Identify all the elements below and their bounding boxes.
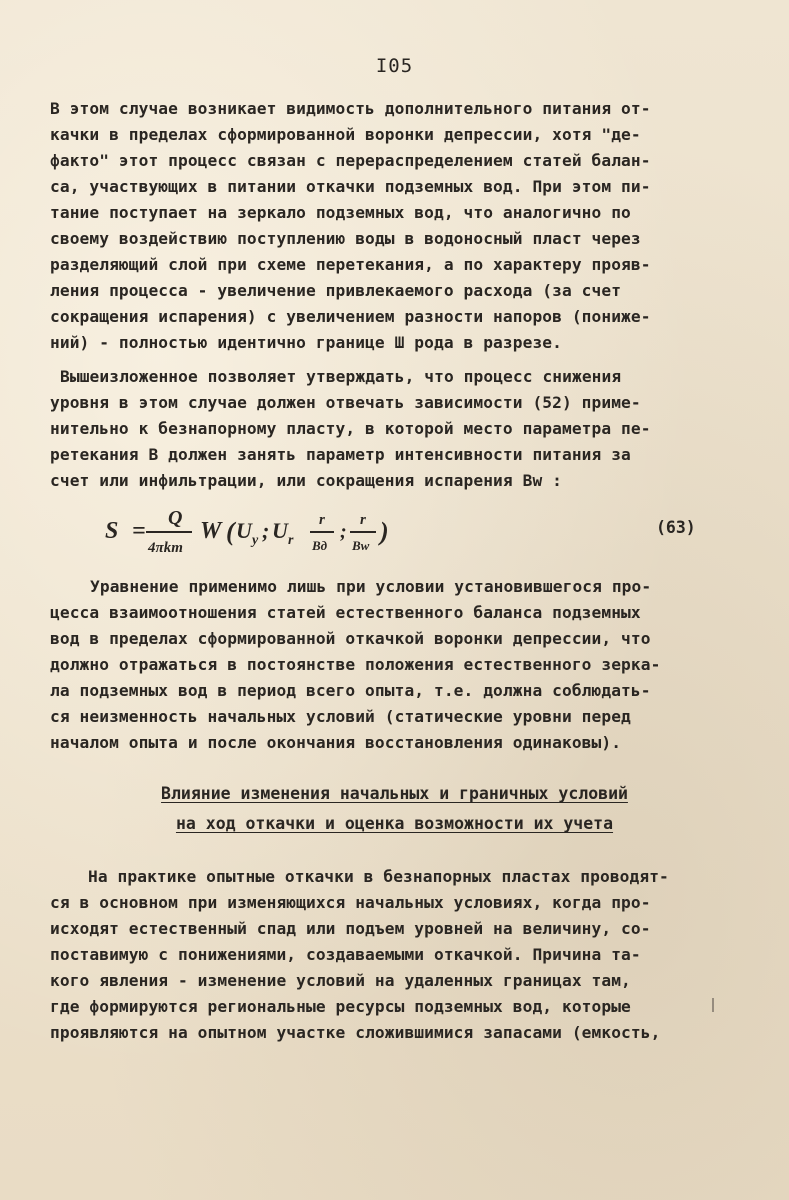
text-line: счет или инфильтрации, или сокращения испарения Bw : [50, 471, 562, 490]
text-line: ся в основном при изменяющихся начальных условиях, когда про- [50, 893, 651, 912]
paragraph-3 [50, 574, 740, 756]
formula-separator: ; [262, 518, 270, 543]
text-line: вод в пределах сформированной откачкой воронки депрессии, что [50, 629, 651, 648]
text-line: своему воздействию поступлению воды в водоносный пласт через [50, 229, 641, 248]
margin-pencil-mark [712, 998, 714, 1012]
text-line: ний) - полностью идентично границе Ш рода в разрезе. [50, 333, 562, 352]
formula-denominator: 4πkm [148, 540, 183, 556]
equation-63 [100, 500, 700, 560]
text-line: факто" этот процесс связан с перераспределением статей балан- [50, 151, 651, 170]
text-line: должно отражаться в постоянстве положения естественного зерка- [50, 655, 661, 674]
text-line: сокращения испарения) с увеличением разности напоров (пониже- [50, 307, 651, 326]
text-line: кого явления - изменение условий на удаленных границах там, [50, 971, 631, 990]
formula-close-paren: ) [380, 517, 389, 546]
formula-arg1-sub: y [252, 533, 259, 548]
formula-function: W [200, 518, 222, 544]
formula-open-paren: ( [226, 517, 235, 546]
section-heading-line-1: Влияние изменения начальных и граничных условий [161, 784, 628, 803]
section-heading-line-2: на ход откачки и оценка возможности их учета [175, 814, 614, 833]
page-number: I05 [375, 55, 414, 77]
formula-arg2-sub: r [288, 533, 294, 548]
text-line: ления процесса - увеличение привлекаемого расхода (за счет [50, 281, 622, 300]
formula-arg2: U [272, 518, 288, 543]
text-line: поставимую с понижениями, создаваемыми откачкой. Причина та- [50, 945, 641, 964]
text-line: В этом случае возникает видимость дополнительного питания от- [50, 99, 651, 118]
text-line: нительно к безнапорному пласту, в которой место параметра пе- [50, 419, 651, 438]
text-line: где формируются региональные ресурсы подземных вод, которые [50, 997, 631, 1016]
text-line: Уравнение применимо лишь при условии установившегося про- [90, 577, 652, 596]
text-line: Вышеизложенное позволяет утверждать, что процесс снижения [60, 367, 622, 386]
text-line: ретекания B должен занять параметр интенсивности питания за [50, 445, 631, 464]
text-line: ся неизменность начальных условий (статические уровни перед [50, 707, 631, 726]
formula-arg1: U [236, 518, 252, 543]
text-line: проявляются на опытном участке сложившимися запасами (емкость, [50, 1023, 661, 1042]
formula-separator-2: ; [340, 521, 347, 543]
formula-lhs: S [105, 518, 119, 544]
text-line: цесса взаимоотношения статей естественного баланса подземных [50, 603, 641, 622]
formula-equals: = [132, 518, 146, 544]
paragraph-1 [50, 96, 740, 356]
text-line: началом опыта и после окончания восстановления одинаковы). [50, 733, 622, 752]
formula-frac2-denominator: Bд [312, 538, 328, 553]
formula-numerator: Q [168, 507, 183, 529]
text-line: ла подземных вод в период всего опыта, т.е. должна соблюдать- [50, 681, 651, 700]
text-line: са, участвующих в питании откачки подземных вод. При этом пи- [50, 177, 651, 196]
formula-frac3-numerator: r [360, 512, 366, 528]
formula-frac2-numerator: r [319, 512, 325, 528]
formula-frac3-denominator: Bw [352, 538, 370, 553]
paragraph-4 [50, 864, 740, 1046]
equation-number: (63) [656, 518, 696, 537]
paragraph-2 [50, 364, 740, 494]
text-line: качки в пределах сформированной воронки депрессии, хотя "де- [50, 125, 641, 144]
text-line: уровня в этом случае должен отвечать зависимости (52) приме- [50, 393, 641, 412]
text-line: На практике опытные откачки в безнапорных пластах проводят- [88, 867, 669, 886]
text-line: тание поступает на зеркало подземных вод, что аналогично по [50, 203, 631, 222]
text-line: исходят естественный спад или подъем уровней на величину, со- [50, 919, 651, 938]
text-line: разделяющий слой при схеме перетекания, а по характеру прояв- [50, 255, 651, 274]
